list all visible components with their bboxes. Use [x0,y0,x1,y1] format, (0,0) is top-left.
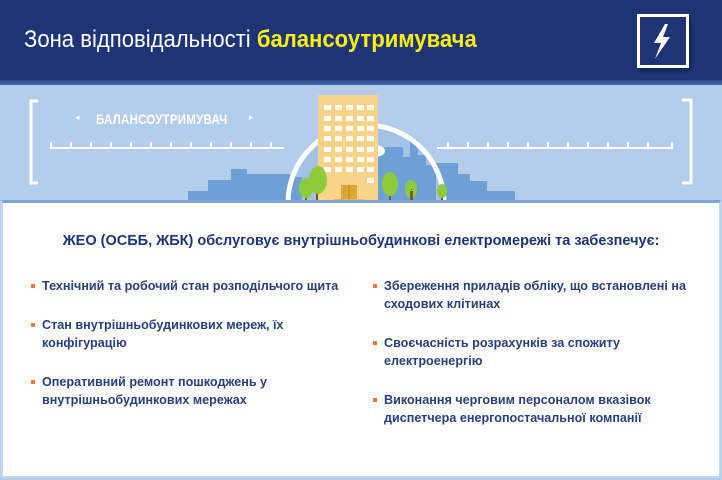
bullet-icon [31,323,35,327]
bullet-icon [31,284,35,288]
title-prefix: Зона відповідальності [24,26,257,53]
content-panel [1,200,721,478]
bullet-icon [373,341,377,345]
list-item [373,277,703,313]
header-bar [0,0,722,80]
arrow-right-icon: ▸ [249,113,254,123]
balance-holder-label: БАЛАНСОУТРИМУВАЧ [96,111,228,127]
left-column [31,277,351,430]
list-item-text: Стан внутрішньобудинкових мереж, їх конфігурацію [42,318,284,350]
bullet-icon [373,398,377,402]
list-item [31,277,351,295]
list-item [31,373,351,409]
list-item-text: Виконання черговим персоналом вказівок диспетчера енергопостачальної компанії [384,393,651,425]
right-column [373,277,703,448]
illustration-banner [0,85,722,203]
list-item [373,334,703,370]
page-title [24,26,477,54]
bullet-icon [31,380,35,384]
arrow-left-icon: ◂ [75,113,80,123]
city-illustration [0,85,722,203]
list-item-text: Технічний та робочий стан розподільчого щита [42,279,339,293]
intro-heading: ЖЕО (ОСББ, ЖБК) обслуговує внутрішньобудинкові електромережі та забезпечує: [62,233,660,249]
list-item-text: Своєчасність розрахунків за спожиту електроенергію [384,336,621,368]
list-item [373,391,703,427]
list-item [31,316,351,352]
list-item-text: Збереження приладів обліку, що встановлені на сходових клітинах [384,279,687,311]
bullet-icon [373,284,377,288]
list-item-text: Оперативний ремонт пошкоджень у внутрішньобудинкових мережах [42,375,268,407]
lightning-bolt-icon [637,14,689,68]
title-highlight: балансоутримувача [256,26,477,53]
